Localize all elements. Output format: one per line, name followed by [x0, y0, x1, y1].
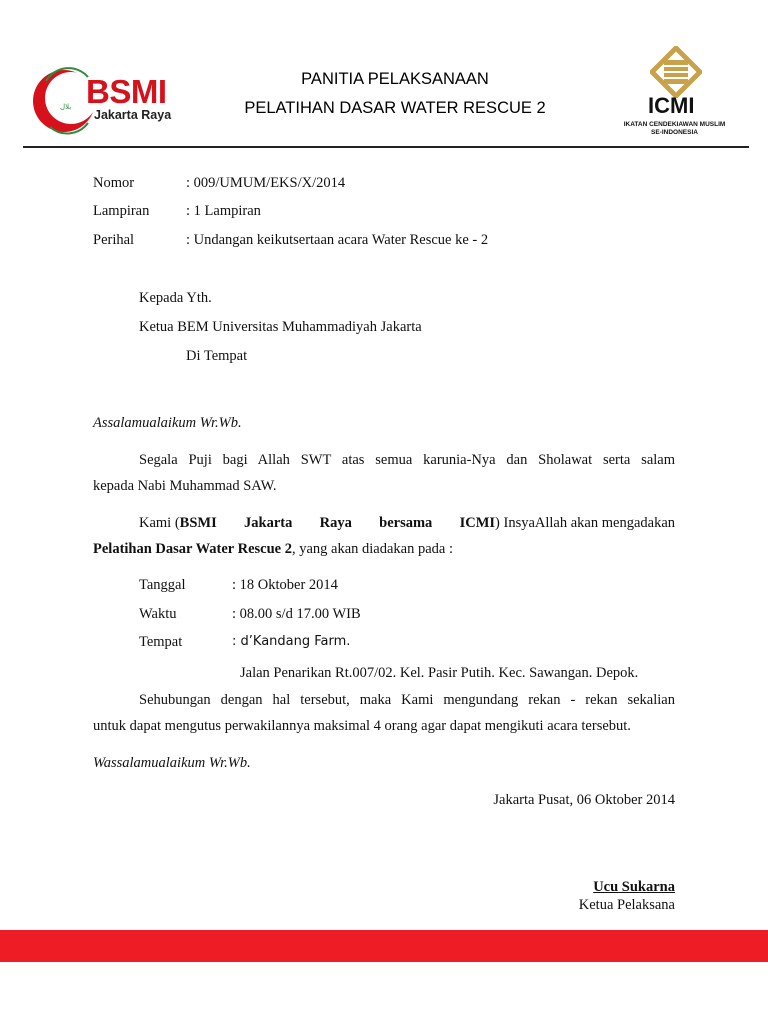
header-title-line1: PANITIA PELAKSANAAN	[301, 70, 489, 88]
signer-name: Ucu Sukarna	[593, 879, 675, 895]
bsmi-logo	[30, 67, 190, 135]
place-date: Jakarta Pusat, 06 Oktober 2014	[493, 792, 675, 808]
p2-bold-org: BSMI Jakarta Raya bersama ICMI	[179, 515, 496, 531]
signer-title: Ketua Pelaksana	[578, 897, 675, 913]
paragraph-3-line2: untuk dapat mengutus perwakilannya maksimal 4 orang agar dapat mengikuti acara tersebut.	[93, 718, 631, 734]
farewell: Wassalamualaikum Wr.Wb.	[93, 755, 251, 771]
svg-text:ﺑﻠﺎﻝ: ﺑﻠﺎﻝ	[60, 103, 72, 111]
recipient-line2: Ketua BEM Universitas Muhammadiyah Jakarta	[139, 319, 422, 335]
event-address: Jalan Penarikan Rt.007/02. Kel. Pasir Putih. Kec. Sawangan. Depok.	[240, 665, 639, 681]
nomor-value: : 009/UMUM/EKS/X/2014	[186, 175, 346, 191]
icmi-brand: ICMI	[648, 93, 695, 118]
greeting: Assalamualaikum Wr.Wb.	[93, 415, 242, 431]
p2-rest: ) InsyaAllah akan mengadakan	[495, 515, 675, 531]
perihal-value: : Undangan keikutsertaan acara Water Rescue ke - 2	[186, 232, 489, 248]
recipient-line1: Kepada Yth.	[139, 290, 212, 306]
nomor-label: Nomor	[93, 175, 135, 191]
waktu-label: Waktu	[139, 606, 177, 622]
lampiran-value: : 1 Lampiran	[186, 203, 261, 219]
paragraph-1-line2: kepada Nabi Muhammad SAW.	[93, 478, 277, 494]
icmi-emblem-icon	[650, 46, 702, 98]
p2-word-kami: Kami (	[139, 515, 180, 531]
event-name: Pelatihan Dasar Water Rescue 2	[93, 541, 292, 557]
paragraph-2-line1	[139, 515, 675, 532]
paragraph-3-line1: Sehubungan dengan hal tersebut, maka Kami mengundang rekan - rekan sekalian	[139, 692, 675, 708]
paragraph-1-line1: Segala Puji bagi Allah SWT atas semua karunia-Nya dan Sholawat serta salam	[139, 452, 675, 468]
waktu-value: : 08.00 s/d 17.00 WIB	[232, 606, 361, 622]
tempat-value: : d’Kandang Farm.	[232, 634, 351, 649]
icmi-subtitle-2: SE-INDONESIA	[651, 129, 698, 136]
perihal-label: Perihal	[93, 232, 135, 248]
tanggal-label: Tanggal	[139, 577, 186, 593]
icmi-subtitle-1: IKATAN CENDEKIAWAN MUSLIM	[623, 121, 726, 128]
recipient-line3: Di Tempat	[186, 348, 248, 364]
icmi-logo	[612, 46, 737, 140]
tanggal-value: : 18 Oktober 2014	[232, 577, 338, 593]
paragraph-2-line2	[93, 541, 453, 558]
bsmi-subtitle: Jakarta Raya	[94, 108, 172, 122]
footer-red-bar	[0, 930, 768, 962]
header-title-line2: PELATIHAN DASAR WATER RESCUE 2	[244, 99, 546, 117]
tempat-label: Tempat	[139, 634, 183, 650]
lampiran-label: Lampiran	[93, 203, 150, 219]
p2-tail: , yang akan diadakan pada :	[291, 541, 454, 557]
header-divider	[23, 146, 749, 148]
bsmi-brand: BSMI	[86, 73, 167, 110]
